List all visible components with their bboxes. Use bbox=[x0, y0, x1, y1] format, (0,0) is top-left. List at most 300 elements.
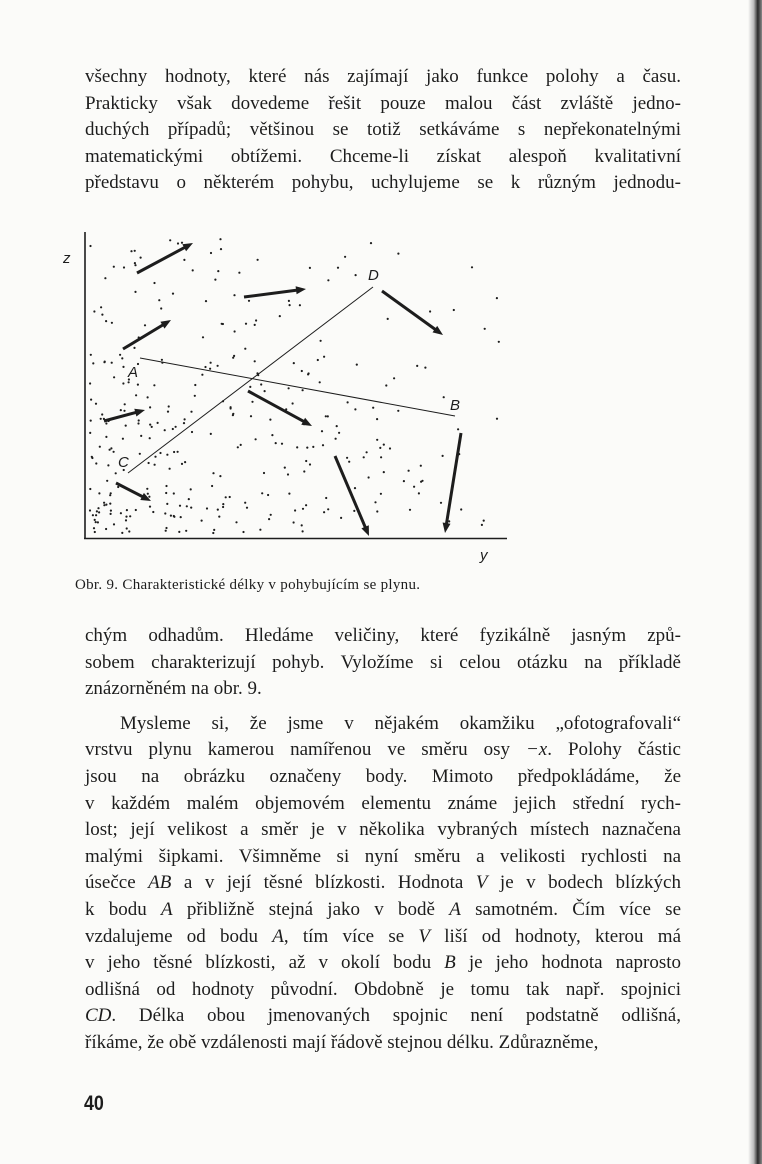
particle-dot bbox=[148, 462, 150, 464]
particle-dot bbox=[230, 407, 232, 409]
particle-dot bbox=[321, 430, 323, 432]
particle-dot bbox=[181, 463, 183, 465]
particle-dot bbox=[165, 485, 167, 487]
particle-dot bbox=[149, 406, 151, 408]
italic-symbol: CD bbox=[85, 1005, 112, 1027]
particle-dot bbox=[133, 347, 135, 349]
particle-dot bbox=[191, 431, 193, 433]
particle-dot bbox=[347, 401, 349, 403]
particle-dot bbox=[92, 362, 94, 364]
particle-dot bbox=[374, 501, 376, 503]
particle-dot bbox=[94, 531, 96, 533]
velocity-arrows bbox=[104, 243, 461, 536]
particle-dot bbox=[288, 493, 290, 495]
particle-dot bbox=[251, 401, 253, 403]
particle-dot bbox=[201, 374, 203, 376]
particle-dot bbox=[101, 413, 103, 415]
particle-dot bbox=[340, 517, 342, 519]
axis-label-y: y bbox=[480, 547, 488, 564]
particle-dot bbox=[192, 269, 194, 271]
particle-dot bbox=[303, 470, 305, 472]
particle-dot bbox=[348, 461, 350, 463]
arrowhead-icon bbox=[160, 320, 171, 329]
italic-symbol: V bbox=[475, 872, 488, 894]
particle-dot bbox=[194, 395, 196, 397]
particle-dot bbox=[337, 267, 339, 269]
text-line bbox=[85, 1003, 681, 1030]
particle-dot bbox=[319, 381, 321, 383]
particle-dot bbox=[222, 503, 224, 505]
text-line bbox=[85, 817, 681, 844]
particle-dot bbox=[355, 274, 357, 276]
particle-dot bbox=[105, 528, 107, 530]
particle-dot bbox=[159, 452, 161, 454]
particle-dot bbox=[244, 348, 246, 350]
particle-dot bbox=[122, 438, 124, 440]
particle-dot bbox=[183, 422, 185, 424]
particle-dot bbox=[167, 411, 169, 413]
particle-dot bbox=[105, 504, 107, 506]
text-run: Prakticky však dovedeme řešit pouze malou část zvláště jedno- bbox=[85, 92, 681, 114]
particle-dot bbox=[160, 307, 162, 309]
text-run: znázorněném na obr. 9. bbox=[85, 678, 262, 700]
particle-dot bbox=[105, 320, 107, 322]
text-run: , tím více se bbox=[283, 925, 419, 947]
particle-dot bbox=[123, 410, 125, 412]
particle-dot bbox=[260, 383, 262, 385]
particle-dot bbox=[219, 475, 221, 477]
particle-dot bbox=[181, 242, 183, 244]
particle-dot bbox=[288, 300, 290, 302]
particle-dot bbox=[169, 239, 171, 241]
particle-dot bbox=[164, 429, 166, 431]
particle-dot bbox=[302, 389, 304, 391]
particle-dot bbox=[353, 510, 355, 512]
particle-dot bbox=[123, 266, 125, 268]
particle-dot bbox=[135, 394, 137, 396]
particle-dot bbox=[383, 471, 385, 473]
particle-dot bbox=[95, 462, 97, 464]
italic-symbol: −x bbox=[525, 739, 548, 761]
particle-dot bbox=[109, 449, 111, 451]
particle-dot bbox=[168, 405, 170, 407]
particle-dot bbox=[237, 446, 239, 448]
text-line bbox=[85, 791, 681, 818]
text-run: samotném. Čím více se bbox=[460, 898, 681, 920]
velocity-arrow bbox=[123, 320, 171, 349]
particle-dot bbox=[100, 418, 102, 420]
particle-dot bbox=[93, 527, 95, 529]
particle-dot bbox=[212, 472, 214, 474]
particle-dot bbox=[179, 505, 181, 507]
text-line bbox=[85, 924, 681, 951]
particle-dot bbox=[219, 238, 221, 240]
particle-dot bbox=[153, 384, 155, 386]
particle-dot bbox=[248, 300, 250, 302]
particle-dot bbox=[232, 414, 234, 416]
text-line bbox=[85, 870, 681, 897]
text-line bbox=[85, 711, 681, 738]
particle-dot bbox=[104, 277, 106, 279]
particle-dot bbox=[301, 370, 303, 372]
particle-dot bbox=[146, 488, 148, 490]
arrowhead-icon bbox=[182, 243, 193, 251]
particle-dot bbox=[242, 531, 244, 533]
particle-dot bbox=[289, 304, 291, 306]
text-run: lost; její velikost a směr je v několika vybraných místech naznačena bbox=[85, 819, 681, 841]
particle-dot bbox=[121, 357, 123, 359]
point-label-b: B bbox=[450, 397, 461, 414]
particle-dot bbox=[166, 454, 168, 456]
velocity-arrow bbox=[443, 433, 461, 533]
particle-dot bbox=[338, 432, 340, 434]
particle-dot bbox=[254, 324, 256, 326]
particle-dot bbox=[93, 310, 95, 312]
particle-dot bbox=[194, 384, 196, 386]
particle-dot bbox=[354, 408, 356, 410]
particle-dot bbox=[325, 497, 327, 499]
italic-symbol: B bbox=[444, 952, 456, 974]
italic-symbol: A bbox=[449, 898, 461, 920]
particle-dot bbox=[220, 248, 222, 250]
text-run: jsou na obrázku označeny body. Mimoto předpokládáme, že bbox=[85, 765, 681, 787]
particle-dot bbox=[188, 498, 190, 500]
text-line bbox=[85, 764, 681, 791]
particle-dot bbox=[397, 253, 399, 255]
particle-dot bbox=[96, 510, 98, 512]
particle-dot bbox=[103, 504, 105, 506]
particle-dot bbox=[409, 509, 411, 511]
particle-dot bbox=[110, 492, 112, 494]
particle-dot bbox=[244, 502, 246, 504]
particle-dot bbox=[305, 460, 307, 462]
particle-dot bbox=[397, 410, 399, 412]
particle-dot bbox=[322, 444, 324, 446]
particle-dot bbox=[320, 340, 322, 342]
particle-dot bbox=[296, 446, 298, 448]
text-run: představu o některém pohybu, uchylujeme se k různým jednodu- bbox=[85, 172, 681, 194]
particle-dot bbox=[169, 468, 171, 470]
text-run: sobem charakterizují pohyb. Vyložíme si celou otázku na příkladě bbox=[85, 651, 681, 673]
particle-dot bbox=[91, 457, 93, 459]
particle-dot bbox=[166, 503, 168, 505]
particle-dot bbox=[442, 455, 444, 457]
particle-dot bbox=[222, 323, 224, 325]
particle-dot bbox=[225, 496, 227, 498]
page-number: 40 bbox=[84, 1092, 104, 1115]
particle-dot bbox=[261, 492, 263, 494]
particle-dot bbox=[288, 387, 290, 389]
particle-dot bbox=[481, 524, 483, 526]
particle-dot bbox=[90, 399, 92, 401]
particle-dot bbox=[178, 531, 180, 533]
particle-dot bbox=[177, 451, 179, 453]
particle-dot bbox=[366, 451, 368, 453]
italic-symbol: A bbox=[161, 898, 173, 920]
particle-dot bbox=[275, 442, 277, 444]
text-run: je jeho hodnota naprosto bbox=[455, 952, 681, 974]
particle-dot bbox=[232, 357, 234, 359]
particle-dot bbox=[284, 467, 286, 469]
arrowhead-icon bbox=[301, 418, 312, 426]
particle-dot bbox=[135, 509, 137, 511]
particle-dot bbox=[483, 520, 485, 522]
particle-dot bbox=[372, 407, 374, 409]
particle-dot bbox=[471, 266, 473, 268]
particle-dot bbox=[306, 447, 308, 449]
particle-dot bbox=[218, 516, 220, 518]
particle-dot bbox=[263, 472, 265, 474]
particle-dot bbox=[90, 354, 92, 356]
velocity-arrow bbox=[116, 483, 151, 501]
particle-dot bbox=[149, 437, 151, 439]
particle-dot bbox=[110, 447, 112, 449]
particle-dot bbox=[149, 424, 151, 426]
particle-dot bbox=[245, 323, 247, 325]
particle-dot bbox=[270, 514, 272, 516]
particle-dot bbox=[126, 509, 128, 511]
particle-dot bbox=[186, 505, 188, 507]
text-line bbox=[85, 650, 681, 677]
particle-dot bbox=[122, 382, 124, 384]
particle-dot bbox=[95, 521, 97, 523]
particle-dot bbox=[92, 514, 94, 516]
point-label-d: D bbox=[368, 267, 379, 284]
particle-dot bbox=[418, 492, 420, 494]
italic-symbol: V bbox=[418, 925, 431, 947]
particle-dot bbox=[173, 451, 175, 453]
particle-dot bbox=[99, 446, 101, 448]
particle-dot bbox=[327, 508, 329, 510]
velocity-arrow bbox=[335, 456, 369, 536]
particle-dot bbox=[376, 510, 378, 512]
particle-dot bbox=[177, 242, 179, 244]
text-line bbox=[85, 897, 681, 924]
arrowhead-icon bbox=[296, 286, 306, 294]
figure-caption: Obr. 9. Charakteristické délky v pohybujícím se plynu. bbox=[75, 577, 421, 593]
particle-dot bbox=[134, 250, 136, 252]
particle-dot bbox=[170, 515, 172, 517]
particle-dot bbox=[498, 341, 500, 343]
particle-dot bbox=[98, 492, 100, 494]
arrowhead-icon bbox=[361, 525, 369, 536]
particle-dot bbox=[202, 336, 204, 338]
particle-dot bbox=[154, 464, 156, 466]
particle-dot bbox=[139, 453, 141, 455]
text-run: duchých případů; většinou se totiž setkáváme s nepřekonatelnými bbox=[85, 119, 681, 141]
particle-dot bbox=[457, 428, 459, 430]
particle-dot bbox=[293, 362, 295, 364]
particle-dot bbox=[165, 527, 167, 529]
text-run: Mysleme si, že jsme v nějakém okamžiku „ofotografovali“ bbox=[120, 712, 681, 734]
particle-dot bbox=[255, 319, 257, 321]
particle-dot bbox=[420, 481, 422, 483]
particle-dot bbox=[175, 426, 177, 428]
particle-dot bbox=[380, 493, 382, 495]
particle-dot bbox=[190, 411, 192, 413]
text-run: vrstvu plynu kamerou namířenou ve směru osy bbox=[85, 739, 526, 761]
particle-dot bbox=[140, 257, 142, 259]
particle-dot bbox=[101, 314, 103, 316]
particle-dot bbox=[413, 486, 415, 488]
particle-dot bbox=[302, 508, 304, 510]
particle-dot bbox=[103, 502, 105, 504]
particle-dot bbox=[137, 384, 139, 386]
particle-dot bbox=[100, 306, 102, 308]
particle-dot bbox=[380, 456, 382, 458]
particle-dot bbox=[269, 419, 271, 421]
particle-dot bbox=[172, 428, 174, 430]
particle-dot bbox=[327, 279, 329, 281]
particle-dot bbox=[110, 513, 112, 515]
particle-dot bbox=[234, 330, 236, 332]
particle-dot bbox=[354, 487, 356, 489]
particle-dot bbox=[152, 511, 154, 513]
text-run: všechny hodnoty, které nás zajímají jako funkce polohy a času. bbox=[85, 66, 681, 87]
particle-dot bbox=[287, 473, 289, 475]
particle-dot bbox=[335, 438, 337, 440]
particle-dot bbox=[126, 527, 128, 529]
particle-dot bbox=[217, 365, 219, 367]
text-run: malými šipkami. Všimněme si nyní směru a velikosti rychlosti na bbox=[85, 845, 681, 867]
particle-dot bbox=[111, 322, 113, 324]
particle-dot bbox=[238, 272, 240, 274]
text-run: v každém malém objemovém elementu známe jejich střední rych- bbox=[85, 792, 681, 814]
particle-dot bbox=[204, 366, 206, 368]
particle-dot bbox=[323, 511, 325, 513]
particle-dot bbox=[129, 515, 131, 517]
particle-dot bbox=[281, 443, 283, 445]
text-run: říkáme, že obě vzdálenosti mají řádově stejnou délku. Zdůrazněme, bbox=[85, 1031, 599, 1053]
particle-dot bbox=[222, 506, 224, 508]
particle-dot bbox=[97, 507, 99, 509]
text-run: . Délka obou jmenovaných spojnic není podstatně odlišná, bbox=[111, 1005, 681, 1027]
text-run: a v její těsné blízkosti. Hodnota bbox=[171, 872, 476, 894]
text-run: v jeho těsné blízkosti, až v okolí bodu bbox=[85, 952, 445, 974]
particle-dot bbox=[90, 420, 92, 422]
particle-dot bbox=[128, 530, 130, 532]
particle-dot bbox=[267, 494, 269, 496]
text-run: chým odhadům. Hledáme veličiny, které fyzikálně jasným způ- bbox=[85, 625, 681, 646]
text-line bbox=[85, 977, 681, 1004]
text-run: k bodu bbox=[85, 898, 162, 920]
particle-dot bbox=[408, 470, 410, 472]
segment-ab bbox=[140, 358, 455, 416]
particle-dot bbox=[212, 532, 214, 534]
text-line bbox=[85, 844, 681, 871]
particle-dot bbox=[309, 463, 311, 465]
particle-dot bbox=[453, 309, 455, 311]
particle-dot bbox=[257, 259, 259, 261]
text-run: úsečce bbox=[85, 872, 149, 894]
particle-dot bbox=[172, 293, 174, 295]
particle-dot bbox=[140, 435, 142, 437]
particle-dot bbox=[110, 510, 112, 512]
particle-dot bbox=[229, 496, 231, 498]
particle-dot bbox=[144, 324, 146, 326]
particle-dot bbox=[416, 365, 418, 367]
particle-dot bbox=[120, 512, 122, 514]
particle-dot bbox=[148, 496, 150, 498]
particle-dot bbox=[209, 368, 211, 370]
text-run: je v bodech blízkých bbox=[487, 872, 681, 894]
particle-dot bbox=[264, 390, 266, 392]
particle-dot bbox=[217, 509, 219, 511]
particle-dot bbox=[317, 359, 319, 361]
particle-dot bbox=[184, 461, 186, 463]
particle-dot bbox=[190, 488, 192, 490]
particle-dot bbox=[235, 521, 237, 523]
text-line bbox=[85, 676, 681, 703]
particle-dot bbox=[105, 422, 107, 424]
particle-dot bbox=[115, 472, 117, 474]
particle-dot bbox=[109, 494, 111, 496]
text-line bbox=[85, 1030, 681, 1057]
segment-cd bbox=[128, 287, 373, 473]
particle-dot bbox=[484, 328, 486, 330]
particle-dot bbox=[124, 403, 126, 405]
particle-dot bbox=[210, 362, 212, 364]
particle-dot bbox=[184, 418, 186, 420]
italic-symbol: AB bbox=[148, 872, 172, 894]
particle-dot bbox=[393, 377, 395, 379]
particle-dot bbox=[134, 291, 136, 293]
particle-dot bbox=[246, 507, 248, 509]
particle-dot bbox=[97, 521, 99, 523]
particle-dot bbox=[206, 507, 208, 509]
particle-dot bbox=[210, 252, 212, 254]
particle-dot bbox=[233, 294, 235, 296]
particle-dot bbox=[109, 503, 111, 505]
particle-dot bbox=[185, 530, 187, 532]
particle-dot bbox=[496, 297, 498, 299]
particle-dot bbox=[346, 457, 348, 459]
particle-dot bbox=[279, 315, 281, 317]
particle-dot bbox=[217, 270, 219, 272]
paragraph-bottom bbox=[85, 623, 681, 1057]
particle-dot bbox=[164, 512, 166, 514]
particle-dot bbox=[259, 529, 261, 531]
particle-dot bbox=[147, 396, 149, 398]
particle-dot bbox=[104, 361, 106, 363]
particle-dot bbox=[301, 524, 303, 526]
particle-dot bbox=[125, 425, 127, 427]
particle-dot bbox=[113, 376, 115, 378]
axis-label-z: z bbox=[63, 250, 71, 267]
particle-dot bbox=[299, 304, 301, 306]
particle-dot bbox=[119, 354, 121, 356]
particle-dot bbox=[312, 446, 314, 448]
particle-dot bbox=[336, 425, 338, 427]
particle-dot bbox=[307, 373, 309, 375]
point-label-a: A bbox=[128, 364, 139, 381]
particle-dot bbox=[105, 436, 107, 438]
particle-dot bbox=[309, 267, 311, 269]
particle-dot bbox=[138, 419, 140, 421]
velocity-arrow bbox=[137, 243, 193, 273]
particle-dot bbox=[151, 426, 153, 428]
particle-dot bbox=[173, 492, 175, 494]
particle-dot bbox=[201, 520, 203, 522]
particle-dot bbox=[98, 511, 100, 513]
particle-dot bbox=[120, 409, 122, 411]
particle-dot bbox=[137, 422, 139, 424]
particle-dot bbox=[379, 447, 381, 449]
particle-dot bbox=[190, 507, 192, 509]
particle-dot bbox=[214, 279, 216, 281]
particle-dot bbox=[420, 465, 422, 467]
particle-dot bbox=[117, 486, 119, 488]
